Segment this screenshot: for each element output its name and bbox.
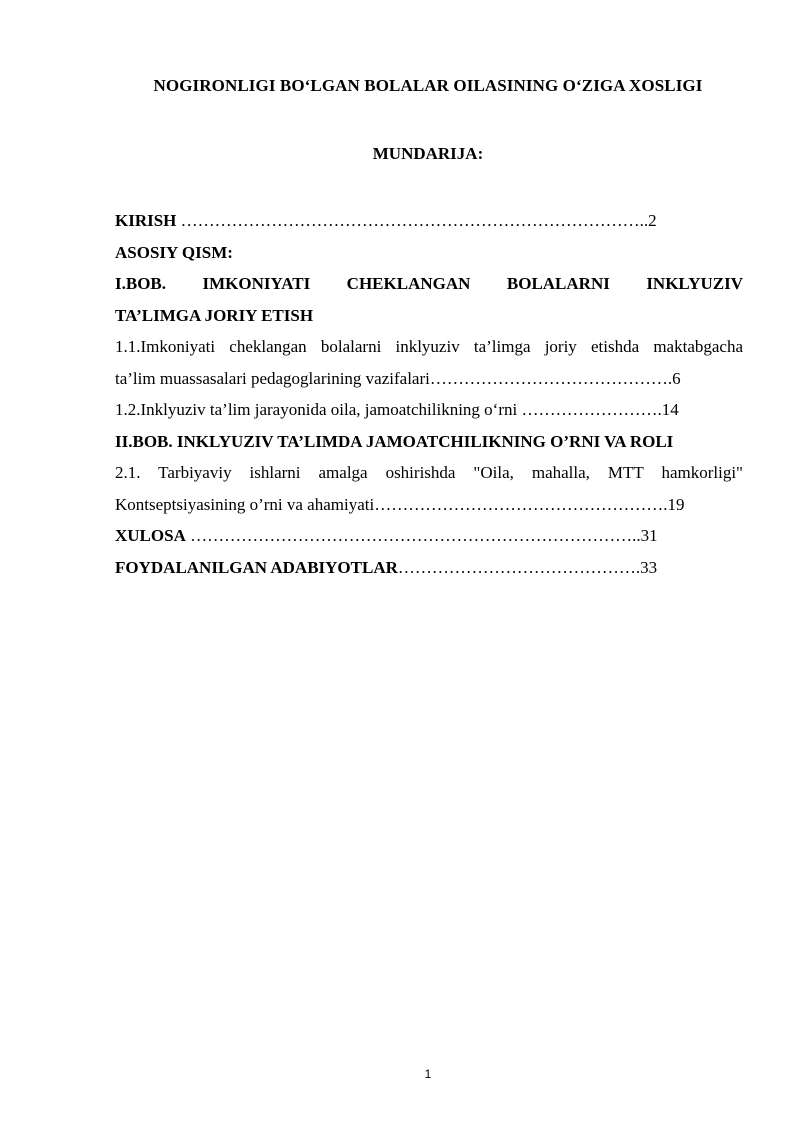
toc-entry-1-2: 1.2.Inklyuziv ta’lim jarayonida oila, jamoatchilikning o‘rni …………………….14 (115, 400, 679, 419)
toc-section-asosiy: ASOSIY QISM: (115, 242, 233, 262)
toc-entry-label: XULOSA (115, 526, 186, 545)
toc-entry-kirish (115, 205, 743, 237)
toc-chapter-1-line-1: I.BOB. IMKONIYATI CHEKLANGAN BOLALARNI INKLYUZIV (115, 274, 743, 293)
page-number: 1 (424, 1067, 432, 1081)
toc-entry-leader: ………………………………………………………………………..2 (176, 211, 657, 230)
toc-chapter-2: II.BOB. INKLYUZIV TA’LIMDA JAMOATCHILIKNING O’RNI VA ROLI (115, 431, 674, 451)
toc-entry-leader: …………………………………….33 (397, 557, 658, 577)
table-of-contents (115, 205, 743, 583)
toc-entry-2-1-line-2: Kontseptsiyasining o’rni va ahamiyati…………………………………………….19 (115, 494, 685, 514)
toc-entry-label: FOYDALANILGAN ADABIYOTLAR (115, 557, 398, 577)
toc-heading: MUNDARIJA: (372, 144, 484, 163)
toc-entry-1-1-line-2: ta’lim muassasalari pedagoglarining vazifalari…………………………………….6 (115, 368, 681, 388)
toc-entry-adabiyotlar (115, 552, 743, 584)
toc-entry-1-1-line-1: 1.1.Imkoniyati cheklangan bolalarni inklyuziv ta’limga joriy etishda maktabgacha (115, 337, 743, 356)
toc-chapter-1-line-2: TA’LIMGA JORIY ETISH (115, 305, 314, 325)
toc-entry-2-1-line-1: 2.1. Tarbiyaviy ishlarni amalga oshirishda "Oila, mahalla, MTT hamkorligi" (115, 463, 743, 482)
toc-entry-label: KIRISH (115, 211, 177, 230)
toc-entry-leader: ……………………………………………………………………..31 (185, 526, 658, 545)
document-title: NOGIRONLIGI BO‘LGAN BOLALAR OILASINING O‘ZIGA XOSLIGI (153, 76, 703, 95)
toc-entry-xulosa (115, 520, 743, 552)
